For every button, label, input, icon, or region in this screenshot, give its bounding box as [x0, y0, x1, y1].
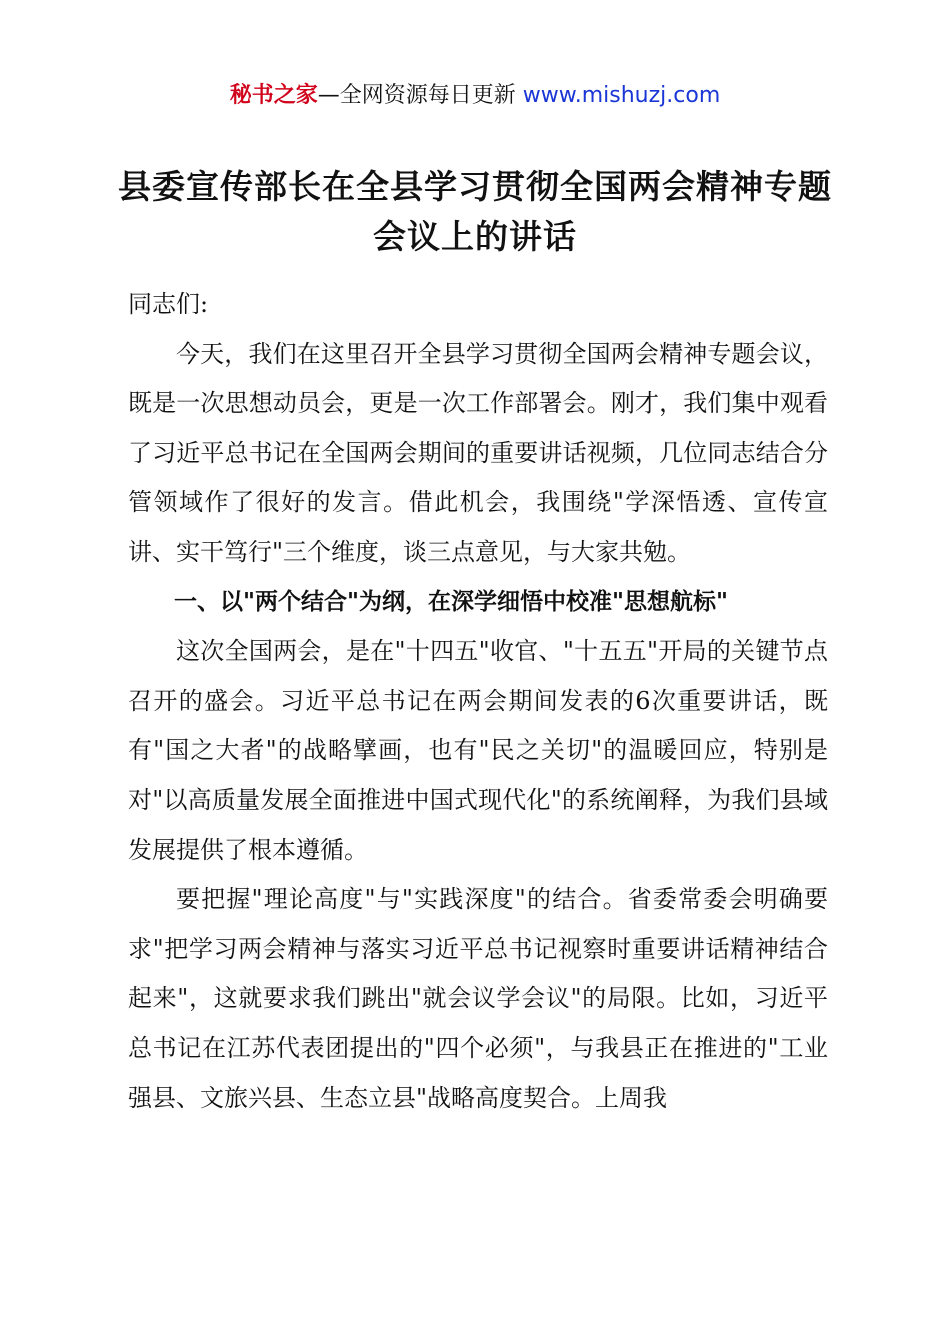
site-url-link[interactable]: www.mishuzj.com [522, 83, 721, 108]
paragraph-combination: 要把握"理论高度"与"实践深度"的结合。省委常委会明确要求"把学习两会精神与落实习近平总书记视察时重要讲话精神结合起来"，这就要求我们跳出"就会议学会议"的局限。比如，习近平总书记在江苏代表团提出的"四个必须"，与我县正在推进的"工业强县、文旅兴县、生态立县"战略高度契合。上周我 [128, 885, 828, 1112]
site-brand[interactable]: 秘书之家 [229, 83, 318, 108]
site-header [0, 80, 950, 112]
salutation: 同志们: [128, 290, 209, 318]
paragraph-context: 这次全国两会，是在"十四五"收官、"十五五"开局的关键节点召开的盛会。习近平总书记在两会期间发表的6次重要讲话，既有"国之大者"的战略擘画，也有"民之关切"的温暖回应，特别是对"以高质量发展全面推进中国式现代化"的系统阐释，为我们县域发展提供了根本遵循。 [128, 637, 828, 864]
site-tagline: —全网资源每日更新 [317, 83, 516, 108]
section-heading-1: 一、以"两个结合"为纲，在深学细悟中校准"思想航标" [174, 588, 728, 615]
document-body [128, 280, 828, 1123]
document-title: 县委宣传部长在全县学习贯彻全国两会精神专题会议上的讲话 [118, 167, 832, 256]
paragraph-intro: 今天，我们在这里召开全县学习贯彻全国两会精神专题会议，既是一次思想动员会，更是一次工作部署会。刚才，我们集中观看了习近平总书记在全国两会期间的重要讲话视频，几位同志结合分管领域作了很好的发言。借此机会，我围绕"学深悟透、宣传宣讲、实干笃行"三个维度，谈三点意见，与大家共勉。 [128, 339, 828, 566]
